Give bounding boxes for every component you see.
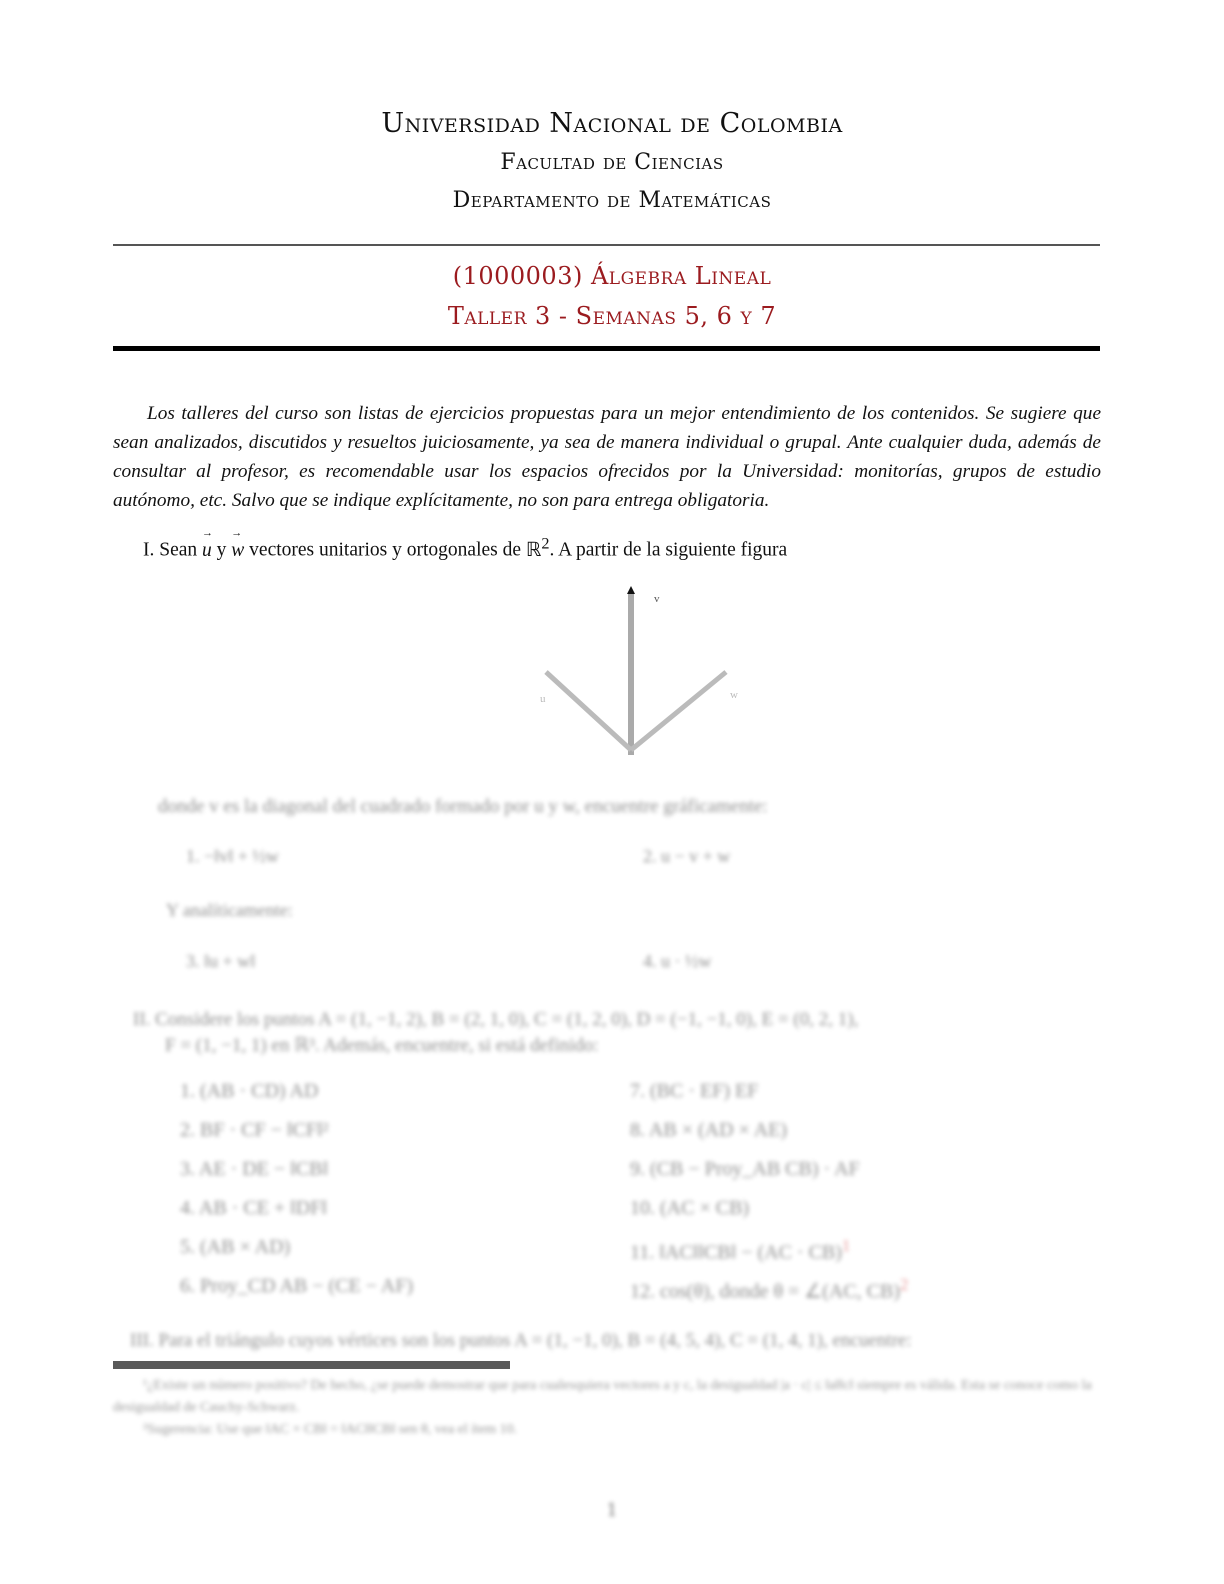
- text: . A partir de la siguiente figura: [549, 539, 788, 561]
- v-label: v: [654, 593, 660, 605]
- exercise-3-statement: [130, 1330, 912, 1352]
- item-label: 11.: [630, 1241, 655, 1264]
- part-label: 3.: [186, 951, 200, 971]
- item-expr: (AB × AD): [200, 1236, 291, 1258]
- item-label: 7.: [630, 1080, 645, 1102]
- exercise-2-item: [180, 1236, 290, 1259]
- exercise-number: I.: [143, 539, 155, 561]
- item-expr: (CB − Proy_AB CB) · AF: [650, 1158, 860, 1180]
- exercise-2-item: [180, 1158, 328, 1181]
- text: y: [216, 539, 227, 561]
- u-vector: [546, 672, 631, 750]
- item-label: 6.: [180, 1275, 195, 1297]
- footnote-mark[interactable]: 2: [900, 1275, 909, 1294]
- vector-u: → u: [202, 540, 212, 561]
- exercise-2-statement-line2: F = (1, −1, 1) en ℝ³. Además, encuentre, si está definido:: [165, 1035, 599, 1056]
- item-expr: (BC · EF) EF: [650, 1080, 759, 1102]
- item-expr: ‖AC‖‖CB‖ − (AC · CB): [659, 1241, 842, 1264]
- text: Sean: [159, 539, 198, 561]
- exercise-number: III.: [130, 1330, 154, 1351]
- exercise-1-statement: [143, 534, 787, 562]
- item-label: 4.: [180, 1197, 195, 1219]
- item-expr: (AC × CB): [660, 1197, 750, 1219]
- page-number: 1: [606, 1500, 618, 1521]
- item-label: 8.: [630, 1119, 645, 1141]
- text: ℝ: [525, 539, 542, 561]
- item-label: 10.: [630, 1197, 655, 1219]
- text: Para el triángulo cuyos vértices son los puntos A = (1, −1, 0), B = (4, 5, 4), C = (1, 4, 1), encuentre:: [158, 1330, 912, 1351]
- exercise-2-item: [630, 1236, 850, 1265]
- item-expr: Proy_CD AB − (CE − AF): [200, 1275, 414, 1297]
- footnote-1: ¹¿Existe un número positivo? De hecho, ¿se puede demostrar que para cualesquiera vectores a y c, la desigualdad |a · c| ≤ ‖a‖‖c‖ siempre es válida. Esta se conoce como la desigualdad de Cauchy-Schwarz.: [113, 1378, 1092, 1415]
- item-label: 1.: [180, 1080, 195, 1102]
- exercise-2-item: [630, 1119, 787, 1142]
- footnote-mark[interactable]: 1: [841, 1236, 851, 1255]
- exercise-2-item: [630, 1197, 749, 1220]
- footnote-2: ²Sugerencia: Use que ‖AC × CB‖ = ‖AC‖‖CB‖ sen θ, vea el ítem 10.: [143, 1422, 518, 1437]
- u-label: u: [540, 693, 546, 705]
- vector-figure: [520, 580, 750, 760]
- part-expr: ‖u + w‖: [204, 951, 256, 971]
- workshop-title: Taller 3 - Semanas 5, 6 y 7: [447, 302, 777, 330]
- exercise-number: II.: [133, 1009, 151, 1030]
- part-expr: −‖v‖ + ½w: [204, 846, 279, 866]
- exercise-2-item: [180, 1197, 327, 1220]
- item-expr: BF · CF − ‖CF‖²: [200, 1119, 329, 1141]
- exercise-1-part: [186, 951, 255, 972]
- text: vectores unitarios y ortogonales de: [249, 539, 522, 561]
- title-divider: [113, 346, 1100, 351]
- part-expr: u · ½w: [661, 951, 712, 971]
- exercise-1-part: [643, 951, 712, 972]
- exercise-2-item: [180, 1275, 413, 1298]
- part-expr: u − v + w: [661, 846, 731, 866]
- item-label: 9.: [630, 1158, 645, 1180]
- exercise-2-item: [630, 1080, 758, 1103]
- item-expr: AB · CE + ‖DF‖: [198, 1197, 327, 1219]
- item-label: 5.: [180, 1236, 195, 1258]
- exercise-2-item: [630, 1158, 860, 1181]
- part-label: 2.: [643, 846, 657, 866]
- w-vector: [631, 672, 726, 750]
- exponent: 2: [541, 534, 550, 552]
- faculty-name: Facultad de Ciencias: [500, 150, 724, 175]
- university-name: Universidad Nacional de Colombia: [381, 108, 843, 139]
- department-name: Departamento de Matemáticas: [452, 188, 772, 213]
- item-expr: AB × (AD × AE): [648, 1119, 788, 1141]
- part-label: 1.: [186, 846, 200, 866]
- exercise-1-part: [643, 846, 730, 867]
- item-expr: AE · DE − ‖CB‖: [198, 1158, 329, 1180]
- part-label: 4.: [643, 951, 657, 971]
- exercise-2-statement: [133, 1009, 858, 1031]
- exercise-2-item: [180, 1080, 318, 1103]
- item-label: 12.: [630, 1280, 655, 1303]
- arrowhead-icon: [627, 586, 635, 594]
- exercise-1-part: [186, 846, 279, 867]
- header-divider: [113, 244, 1100, 246]
- item-label: 3.: [180, 1158, 195, 1180]
- item-expr: (AB · CD) AD: [200, 1080, 319, 1102]
- vector-w: → w: [231, 540, 244, 561]
- item-expr: cos(θ), donde θ = ∠(AC, CB): [660, 1280, 901, 1303]
- item-label: 2.: [180, 1119, 195, 1141]
- exercise-1-also: Y analíticamente:: [166, 900, 293, 920]
- course-title: (1000003) Álgebra Lineal: [452, 262, 772, 290]
- real-space: [525, 534, 550, 561]
- exercise-2-item: [630, 1275, 908, 1304]
- exercise-2-item: [180, 1119, 329, 1142]
- footnote-divider: [113, 1361, 510, 1369]
- text: Considere los puntos A = (1, −1, 2), B = (2, 1, 0), C = (1, 2, 0), D = (−1, −1, 0), E = (0, 2, 1),: [155, 1009, 859, 1030]
- w-label: w: [730, 689, 738, 701]
- exercise-1-followup: donde v es la diagonal del cuadrado formado por u y w, encuentre gráficamente:: [158, 796, 768, 817]
- footnotes: [113, 1375, 1103, 1441]
- intro-paragraph: Los talleres del curso son listas de ejercicios propuestas para un mejor entendimiento de los contenidos. Se sugiere que sean analizados, discutidos y resueltos juiciosamente, ya sea de manera individual o grupal. Ante cualquier duda, además de consultar al profesor, es recomendable usar los espacios ofrecidos por la Universidad: monitorías, grupos de estudio autónomo, etc. Salvo que se indique explícitamente, no son para entrega obligatoria.: [113, 403, 1101, 512]
